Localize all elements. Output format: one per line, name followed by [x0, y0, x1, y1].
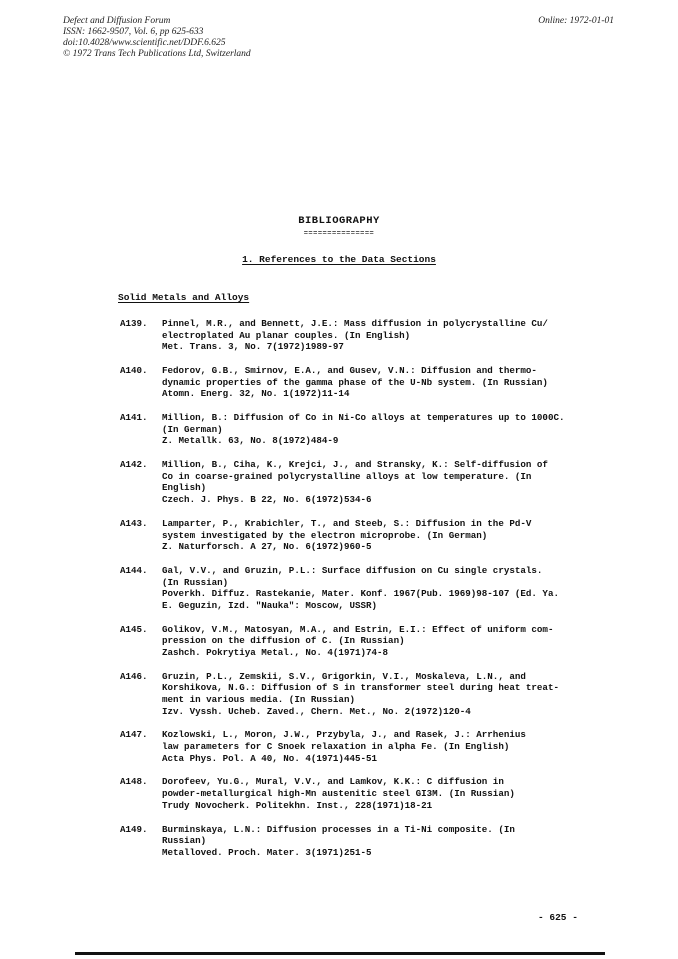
reference-entry [120, 518, 580, 553]
reference-text [162, 518, 580, 553]
reference-line: Pinnel, M.R., and Bennett, J.E.: Mass diffusion in polycrystalline Cu/ [162, 318, 548, 329]
reference-line: Zashch. Pokrytiya Metal., No. 4(1971)74-8 [162, 646, 389, 658]
reference-text [162, 459, 580, 505]
reference-line: Golikov, V.M., Matosyan, M.A., and Estrin, E.I.: Effect of uniform com- [162, 623, 554, 635]
reference-entry [120, 824, 580, 859]
reference-line: Acta Phys. Pol. A 40, No. 4(1971)445-51 [162, 752, 378, 764]
reference-line: Izv. Vyssh. Ucheb. Zaved., Chern. Met., No. 2(1972)120-4 [162, 705, 471, 717]
reference-entry [120, 624, 580, 659]
reference-entry [120, 671, 580, 717]
reference-line: Atomn. Energ. 32, No. 1(1972)11-14 [162, 388, 350, 400]
reference-entry [120, 318, 580, 353]
reference-line: Poverkh. Diffuz. Rastekanie, Mater. Konf. 1967(Pub. 1969)98-107 (Ed. Ya. [162, 588, 559, 600]
reference-line: Czech. J. Phys. B 22, No. 6(1972)534-6 [162, 494, 372, 506]
reference-line: dynamic properties of the gamma phase of the U-Nb system. (In Russian) [162, 376, 548, 388]
reference-text [162, 318, 580, 353]
reference-text [162, 671, 580, 717]
reference-line: Z. Naturforsch. A 27, No. 6(1972)960-5 [162, 541, 372, 553]
page-title: BIBLIOGRAPHY [298, 215, 380, 227]
reference-line: Million, B., Ciha, K., Krejci, J., and Stransky, K.: Self-diffusion of [162, 459, 548, 471]
reference-id: A139. [120, 318, 148, 329]
reference-id: A141. [120, 412, 148, 424]
reference-text [162, 565, 580, 611]
journal-copyright: © 1972 Trans Tech Publications Ltd, Switzerland [63, 49, 251, 59]
reference-text [162, 776, 580, 811]
reference-line: Z. Metallk. 63, No. 8(1972)484-9 [162, 435, 339, 447]
reference-text [162, 624, 580, 659]
reference-id: A148. [120, 776, 148, 788]
reference-line: Kozlowski, L., Moron, J.W., Przybyla, J., and Rasek, J.: Arrhenius [162, 729, 526, 741]
reference-line: Korshikova, N.G.: Diffusion of S in transformer steel during heat treat- [162, 682, 559, 694]
reference-id: A143. [120, 517, 148, 529]
journal-name: Defect and Diffusion Forum [63, 16, 171, 26]
reference-entry [120, 459, 580, 505]
journal-doi: doi:10.4028/www.scientific.net/DDF.6.625 [63, 38, 226, 48]
reference-entry [120, 776, 580, 811]
reference-line: system investigated by the electron microprobe. (In German) [162, 529, 488, 541]
reference-entry [120, 565, 580, 611]
reference-text [162, 412, 580, 447]
reference-entry [120, 365, 580, 400]
bottom-rule [75, 952, 605, 955]
reference-line: (In German) [162, 423, 223, 435]
reference-text [162, 824, 580, 859]
reference-line: Lamparter, P., Krabichler, T., and Steeb, S.: Diffusion in the Pd-V [162, 517, 532, 529]
reference-line: Million, B.: Diffusion of Co in Ni-Co alloys at temperatures up to 1000C. [162, 412, 565, 424]
reference-line: ment in various media. (In Russian) [162, 693, 355, 705]
reference-id: A147. [120, 729, 148, 741]
reference-id: A145. [120, 623, 148, 635]
reference-line: Burminskaya, L.N.: Diffusion processes in a Ti-Ni composite. (In [162, 823, 515, 835]
reference-id: A149. [120, 823, 148, 835]
reference-text [162, 365, 580, 400]
reference-line: pression on the diffusion of C. (In Russian) [162, 635, 405, 647]
reference-line: law parameters for C Snoek relaxation in alpha Fe. (In English) [162, 741, 510, 752]
reference-line: E. Geguzin, Izd. "Nauka": Moscow, USSR) [162, 599, 378, 611]
reference-line: electroplated Au planar couples. (In English) [162, 329, 411, 341]
reference-id: A142. [120, 459, 148, 471]
reference-line: Co in coarse-grained polycrystalline alloys at low temperature. (In [162, 470, 532, 482]
section-heading [0, 254, 678, 265]
reference-line: Gal, V.V., and Gruzin, P.L.: Surface diffusion on Cu single crystals. [162, 564, 543, 576]
reference-text [162, 729, 580, 764]
reference-line: powder-metallurgical high-Mn austenitic steel GI3M. (In Russian) [162, 788, 515, 800]
reference-line: Gruzin, P.L., Zemskii, S.V., Grigorkin, V.I., Moskaleva, L.N., and [162, 670, 526, 682]
online-date: Online: 1972-01-01 [538, 16, 614, 26]
reference-line: Met. Trans. 3, No. 7(1972)1989-97 [162, 341, 344, 353]
journal-header [63, 16, 251, 60]
reference-id: A144. [120, 564, 148, 576]
reference-line: Trudy Novocherk. Politekhn. Inst., 228(1971)18-21 [162, 799, 433, 811]
reference-list [120, 318, 580, 871]
reference-entry [120, 729, 580, 764]
reference-entry [120, 412, 580, 447]
page-number: - 625 - [538, 912, 578, 923]
reference-line: Dorofeev, Yu.G., Mural, V.V., and Lamkov, K.K.: C diffusion in [162, 776, 504, 788]
section-heading-text: 1. References to the Data Sections [242, 254, 436, 265]
reference-line: Russian) [162, 835, 207, 847]
reference-line: English) [162, 482, 207, 494]
reference-line: Metalloved. Proch. Mater. 3(1971)251-5 [162, 846, 372, 858]
reference-line: Fedorov, G.B., Smirnov, E.A., and Gusev, V.N.: Diffusion and thermo- [162, 365, 537, 377]
subsection-heading: Solid Metals and Alloys [118, 292, 250, 303]
reference-id: A140. [120, 365, 148, 377]
reference-id: A146. [120, 670, 148, 682]
journal-issn: ISSN: 1662-9507, Vol. 6, pp 625-633 [63, 27, 204, 37]
title-underline: =============== [303, 230, 375, 238]
reference-line: (In Russian) [162, 576, 229, 588]
